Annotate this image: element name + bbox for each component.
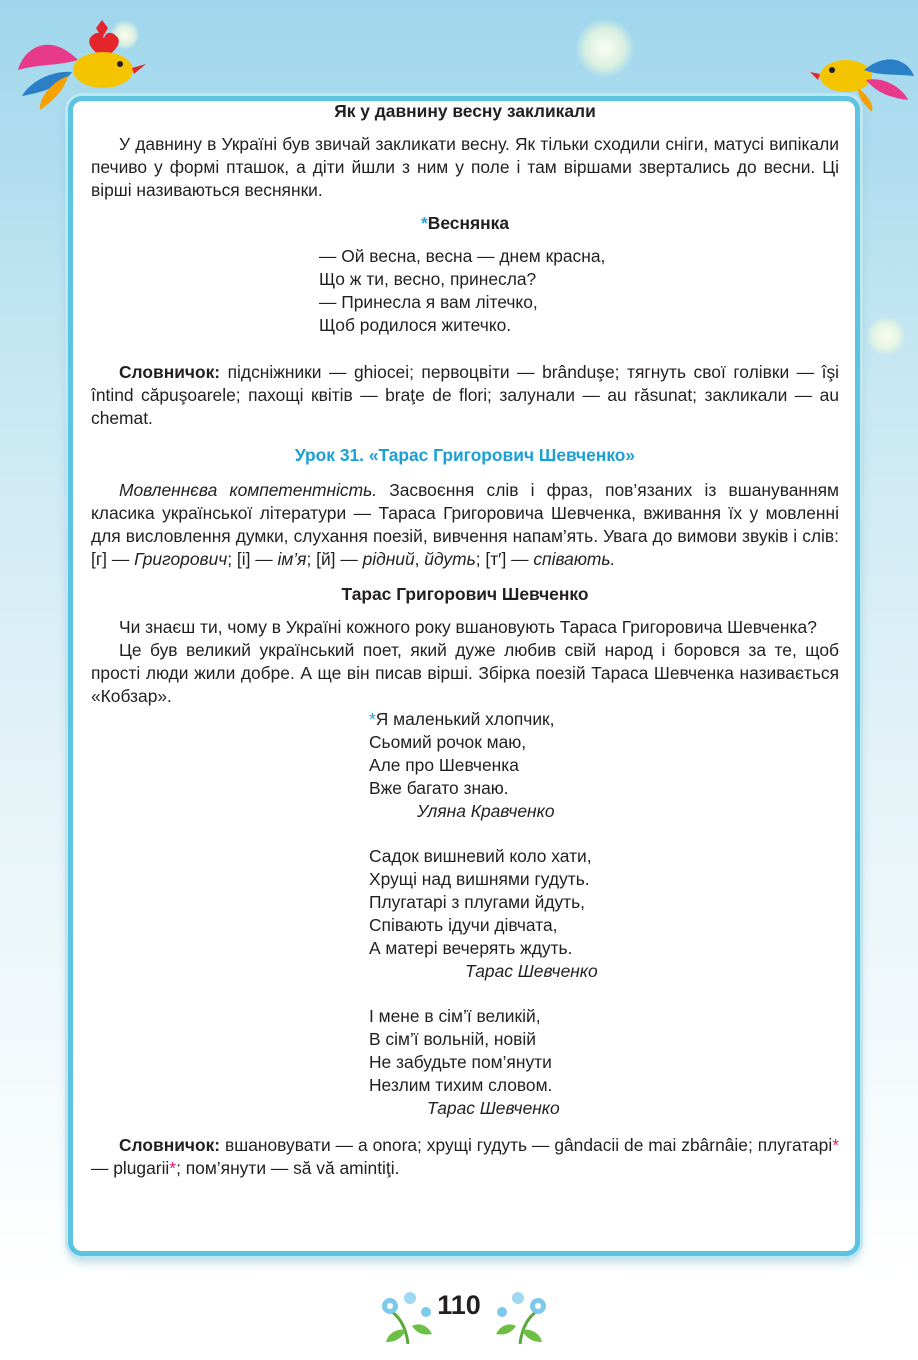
footnote-star: * xyxy=(369,709,376,729)
vocabulary-text: ; пом’янути — să vă amintiţi. xyxy=(176,1158,400,1178)
competence-label: Мовленнєва компетентність. xyxy=(119,480,378,500)
poem-line: Що ж ти, весно, принесла? xyxy=(319,269,537,289)
poem-line: Вже багато знаю. xyxy=(369,778,509,798)
competence-text: Засвоєння слів і фраз, пов’язаних із вшануванням класика української літератури — Тараса Григоровича Шевченка, вживання їх у мовленні для висловлення думки, слухання поезій, вивчення напам’ять. Увага до вимови звуків і слів: [г] — xyxy=(91,480,839,569)
poem-line: Незлим тихим словом. xyxy=(369,1075,553,1095)
competence-text: ; [і] — xyxy=(227,549,278,569)
competence-text: ; [й] — xyxy=(306,549,363,569)
vocabulary-paragraph xyxy=(91,361,839,430)
page-number: 110 xyxy=(437,1290,481,1320)
example-word: Григорович xyxy=(134,549,228,569)
section-title: Тарас Григорович Шевченко xyxy=(341,584,589,604)
poem-line: — Ой весна, весна — днем красна, xyxy=(319,246,606,266)
example-word: ім’я xyxy=(277,549,307,569)
poem-line: Хрущі над вишнями гудуть. xyxy=(369,869,590,889)
footnote-star: * xyxy=(832,1135,839,1155)
poem-author: Тарас Шевченко xyxy=(427,1098,560,1118)
example-word: йдуть xyxy=(424,549,476,569)
poem xyxy=(319,245,839,337)
lesson-title: Урок 31. «Тарас Григорович Шевченко» xyxy=(294,445,636,465)
poem-line: Плугатарі з плугами йдуть, xyxy=(369,892,586,912)
poem-line: Садок вишневий коло хати, xyxy=(369,846,592,866)
footnote-star: * xyxy=(169,1158,177,1178)
poem-line: Щоб родилося житечко. xyxy=(319,315,512,335)
example-word: рідний xyxy=(362,549,415,569)
poem-line: Співають ідучи дівчата, xyxy=(369,915,558,935)
poem-line: Але про Шевченка xyxy=(369,755,519,775)
competence-text: ; [т′] — xyxy=(475,549,534,569)
section-title: Як у давнину весну закликали xyxy=(334,101,596,121)
vocabulary-paragraph xyxy=(91,1134,839,1180)
poem-line: — Принесла я вам літечко, xyxy=(319,292,538,312)
vocabulary-label: Словничок: xyxy=(119,362,221,382)
bubble-decoration xyxy=(575,18,635,78)
question-paragraph: Чи знаєш ти, чому в Україні кожного року вшановують Тараса Григоровича Шевченка? xyxy=(119,617,817,637)
poem-author: Уляна Кравченко xyxy=(417,801,555,821)
vocabulary-label: Словничок: xyxy=(119,1135,221,1155)
vocabulary-text: — plugarii xyxy=(91,1158,170,1178)
poem-line-text: Я маленький хлопчик, xyxy=(375,709,555,729)
competence-text: , xyxy=(414,549,425,569)
intro-paragraph: У давнину в Україні був звичай закликати весну. Як тільки сходили сніги, матусі випікали печиво у формі пташок, а діти йшли з ним у поле і там віршами звертались до весни. Ці вірші називаються веснянки. xyxy=(91,134,839,200)
poem-line: Сьомий рочок маю, xyxy=(369,732,527,752)
info-paragraph: Це був великий український поет, який дуже любив свій народ і боровся за те, щоб прості люди жили добре. А ще він писав вірші. Збірка поезій Тараса Шевченка називається «Кобзар». xyxy=(91,640,839,706)
poem xyxy=(369,708,839,1120)
poem-title xyxy=(91,212,839,235)
poem-line: А матері вечерять ждуть. xyxy=(369,938,573,958)
bubble-decoration xyxy=(866,316,906,356)
footnote-star: * xyxy=(421,213,428,233)
poem-author: Тарас Шевченко xyxy=(465,961,598,981)
poem-line: І мене в сім’ї великій, xyxy=(369,1006,541,1026)
poem-title-text: Веснянка xyxy=(427,213,509,233)
vocabulary-text: підсніжники — ghiocei; первоцвіти — brânduşe; тягнуть свої голівки — îşi întind căpuşoarele; пахощі квітів — braţe de flori; залунали — au răsunat; закликали — au chemat. xyxy=(91,362,839,428)
poem-line: В сім’ї вольній, новій xyxy=(369,1029,536,1049)
vocabulary-text: вшановувати — a onora; хрущі гудуть — gândacii de mai zbârnâie; плугатарі xyxy=(220,1135,833,1155)
poem-line: Не забудьте пом’янути xyxy=(369,1052,552,1072)
page-content xyxy=(91,100,839,1180)
poem-line xyxy=(369,708,839,731)
example-word: співають. xyxy=(533,549,616,569)
competence-paragraph xyxy=(91,479,839,571)
